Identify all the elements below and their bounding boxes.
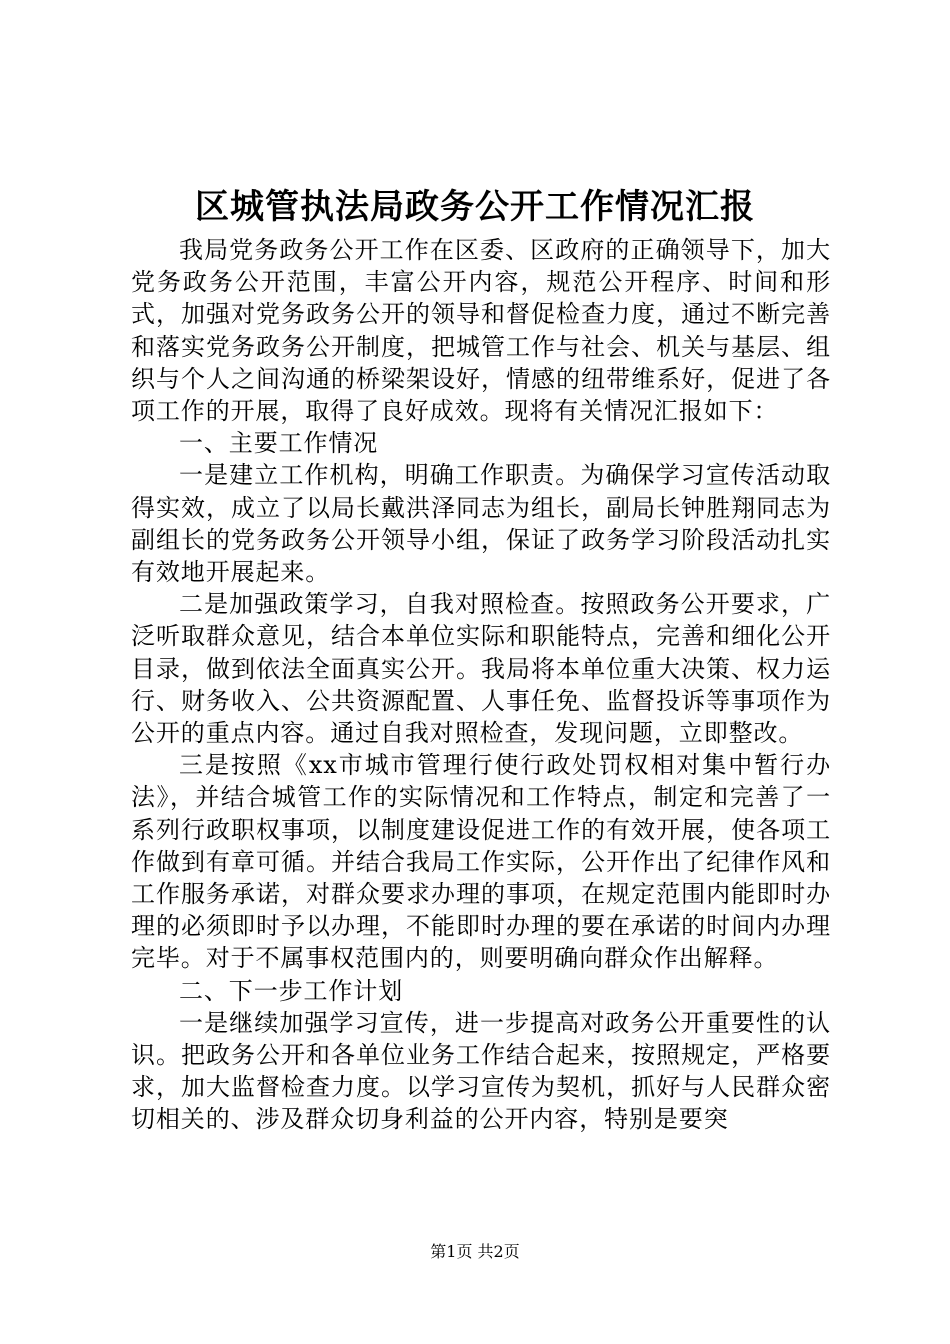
section-heading-1: 一、主要工作情况: [179, 429, 379, 458]
paragraph-item-1: 一是建立工作机构，明确工作职责。为确保学习宣传活动取得实效，成立了以局长戴洪泽同志为组长，副局长钟胜翔同志为副组长的党务政务公开领导小组，保证了政务学习阶段活动扎实有效地开展起来。: [131, 461, 831, 587]
paragraph-item-2: 二是加强政策学习，自我对照检查。按照政务公开要求，广泛听取群众意见，结合本单位实际和职能特点，完善和细化公开目录，做到依法全面真实公开。我局将本单位重大决策、权力运行、财务收入、公共资源配置、人事任免、监督投诉等事项作为公开的重点内容。通过自我对照检查，发现问题，立即整改。: [131, 590, 831, 748]
page-number: 第1页 共2页: [430, 1242, 520, 1261]
document-title: 区城管执法局政务公开工作情况汇报: [195, 187, 755, 227]
document-body: [131, 234, 831, 1136]
paragraph-intro: 我局党务政务公开工作在区委、区政府的正确领导下，加大党务政务公开范围，丰富公开内容，规范公开程序、时间和形式，加强对党务政务公开的领导和督促检查力度，通过不断完善和落实党务政务公开制度，把城管工作与社会、机关与基层、组织与个人之间沟通的桥梁架设好，情感的纽带维系好，促进了各项工作的开展，取得了良好成效。现将有关情况汇报如下：: [131, 236, 831, 426]
section-heading-2: 二、下一步工作计划: [179, 976, 404, 1005]
paragraph-item-3: 三是按照《xx市城市管理行使行政处罚权相对集中暂行办法》，并结合城管工作的实际情况和工作特点，制定和完善了一系列行政职权事项，以制度建设促进工作的有效开展，使各项工作做到有章可循。并结合我局工作实际，公开作出了纪律作风和工作服务承诺，对群众要求办理的事项，在规定范围内能即时办理的必须即时予以办理，不能即时办理的要在承诺的时间内办理完毕。对于不属事权范围内的，则要明确向群众作出解释。: [131, 751, 831, 973]
paragraph-plan-1: 一是继续加强学习宣传，进一步提高对政务公开重要性的认识。把政务公开和各单位业务工作结合起来，按照规定，严格要求，加大监督检查力度。以学习宣传为契机，抓好与人民群众密切相关的、涉及群众切身利益的公开内容，特别是要突: [131, 1008, 831, 1134]
